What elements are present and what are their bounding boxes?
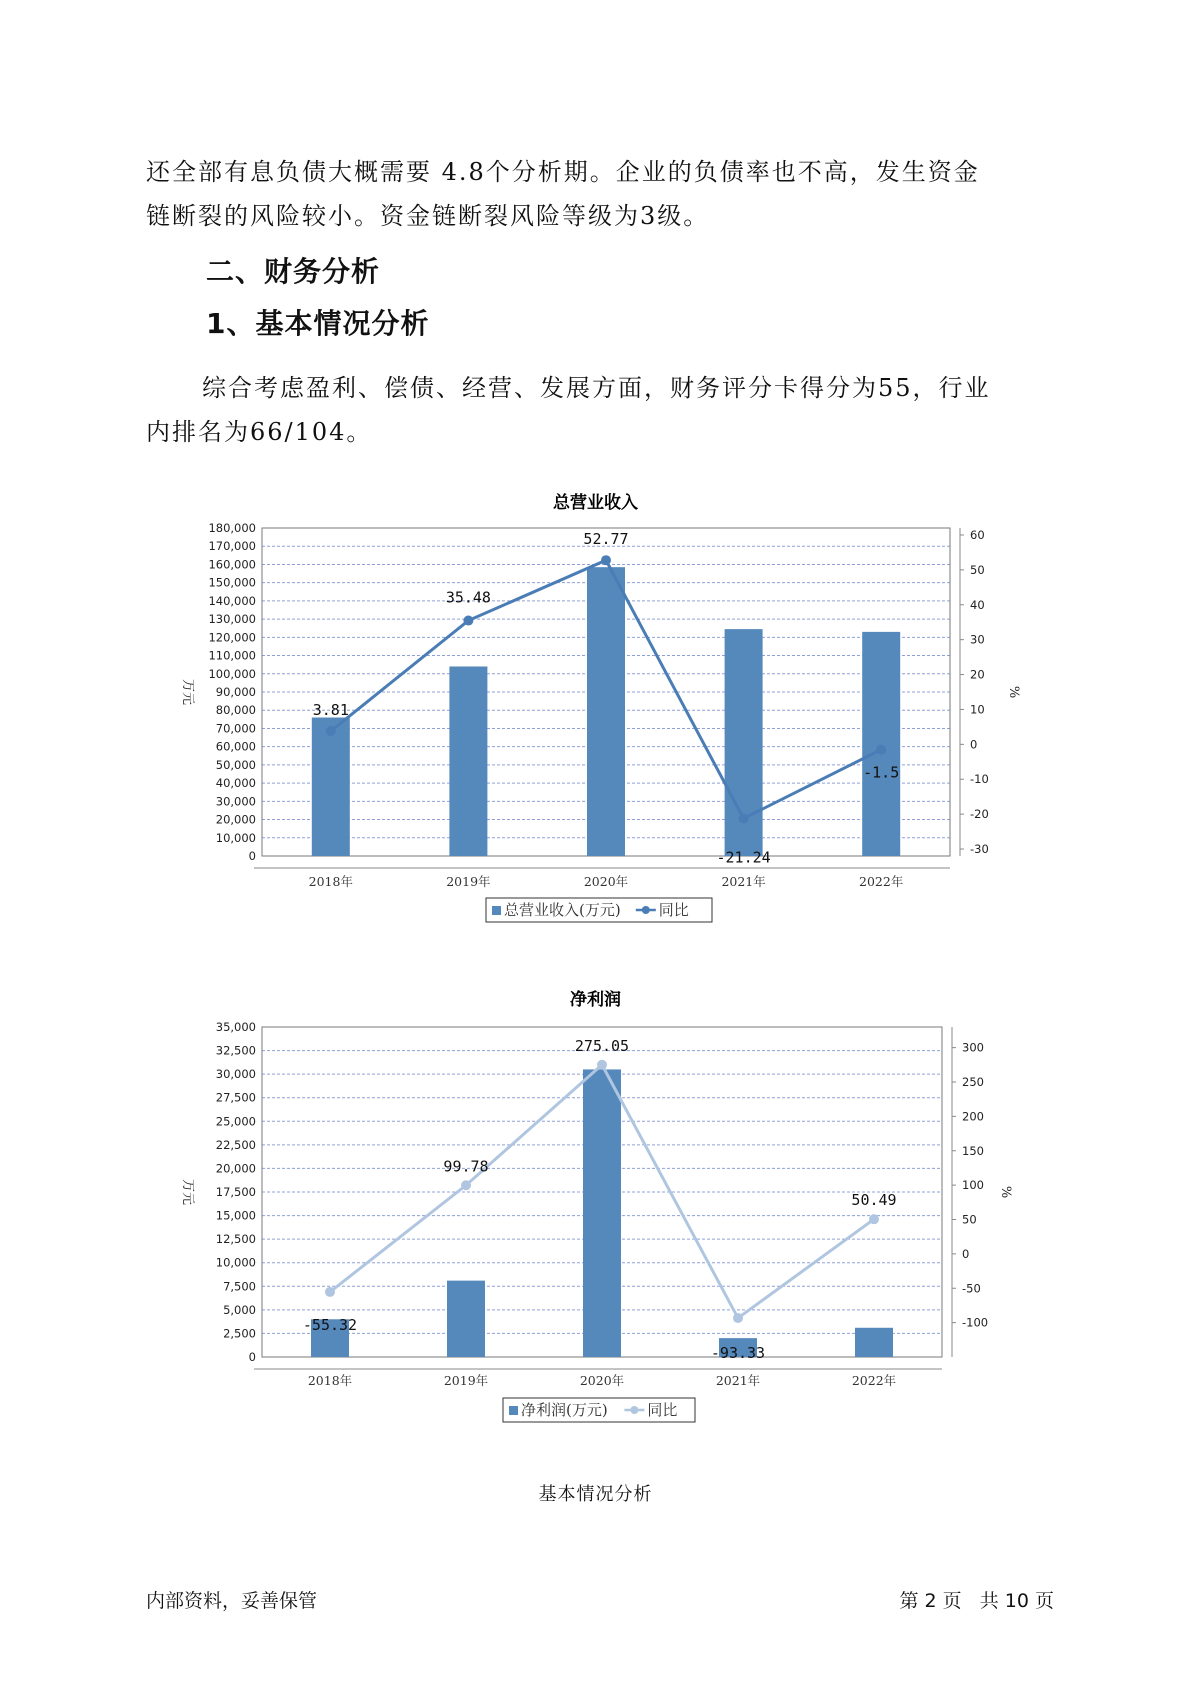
yoy-data-label: -1.5	[863, 763, 900, 782]
y-tick-label: 50,000	[215, 757, 256, 772]
y2-tick-label: 30	[970, 632, 985, 647]
y-tick-label: 90,000	[215, 685, 256, 699]
revenue-chart	[0, 478, 1191, 948]
bar-2	[583, 1069, 621, 1357]
yoy-data-label: 50.49	[851, 1191, 897, 1210]
y-tick-label: 17,500	[215, 1185, 256, 1199]
y-tick-label: 150,000	[208, 575, 256, 590]
y-tick-label: 0	[248, 1350, 256, 1364]
y-tick-label: 32,500	[215, 1043, 256, 1058]
y-tick-label: 140,000	[208, 593, 256, 608]
y-tick-label: 70,000	[215, 721, 256, 736]
y2-tick-label: 100	[962, 1178, 984, 1193]
y2-tick-label: 150	[962, 1143, 984, 1158]
y-tick-label: 12,500	[215, 1232, 256, 1247]
y-tick-label: 22,500	[215, 1137, 256, 1152]
y2-tick-label: 20	[970, 667, 985, 682]
subsection-heading: 1、基本情况分析	[206, 307, 430, 340]
legend-bar-swatch	[492, 906, 501, 915]
y2-tick-label: -30	[970, 842, 989, 857]
summary-line-2: 内排名为66/104。	[146, 418, 373, 446]
y-tick-label: 35,000	[215, 1020, 256, 1034]
x-tick-label: 2020年	[579, 1373, 625, 1388]
y2-tick-label: 10	[970, 702, 985, 717]
yoy-point-2	[597, 1060, 607, 1070]
y-tick-label: 10,000	[215, 1255, 256, 1270]
legend-line-label: 同比	[658, 901, 689, 919]
y-tick-label: 30,000	[215, 794, 256, 809]
y-tick-label: 100,000	[208, 666, 256, 681]
x-tick-label: 2018年	[307, 1373, 353, 1388]
section-heading: 二、财务分析	[206, 255, 381, 288]
y-tick-label: 0	[248, 849, 256, 863]
y-tick-label: 27,500	[215, 1090, 256, 1105]
y-tick-label: 30,000	[215, 1067, 256, 1082]
summary-line-1: 综合考虑盈利、偿债、经营、发展方面，财务评分卡得分为55，行业	[202, 374, 991, 402]
x-tick-label: 2021年	[715, 1373, 761, 1388]
y-tick-label: 20,000	[215, 1161, 256, 1176]
y-tick-label: 40,000	[215, 776, 256, 791]
x-tick-label: 2020年	[583, 874, 629, 889]
yoy-point-0	[326, 726, 336, 736]
bar-1	[449, 666, 487, 856]
y-tick-label: 170,000	[208, 539, 256, 554]
chart-title: 总营业收入	[553, 493, 638, 513]
figure-caption: 基本情况分析	[538, 1484, 653, 1505]
y2-tick-label: 200	[962, 1109, 984, 1124]
net-profit-chart-svg	[0, 975, 1191, 1445]
yoy-point-4	[876, 745, 886, 755]
y2-tick-label: -20	[970, 807, 989, 822]
yoy-data-label: 275.05	[574, 1036, 630, 1055]
y2-tick-label: 40	[970, 597, 985, 612]
y2-tick-label: 60	[970, 527, 985, 542]
y2-tick-label: -50	[962, 1281, 981, 1296]
legend-bar-label: 净利润(万元)	[521, 1401, 608, 1419]
yoy-point-1	[461, 1180, 471, 1190]
x-tick-label: 2019年	[446, 874, 491, 889]
yoy-data-label: 99.78	[443, 1157, 489, 1176]
y-tick-label: 10,000	[215, 830, 256, 845]
bar-4	[862, 632, 900, 856]
legend-bar-label: 总营业收入(万元)	[504, 901, 621, 919]
yoy-data-label: -93.33	[710, 1344, 766, 1363]
y-axis-title: 万元	[180, 1178, 195, 1206]
x-tick-label: 2022年	[859, 874, 904, 889]
x-tick-label: 2018年	[308, 874, 353, 889]
yoy-point-3	[739, 813, 749, 823]
bar-4	[855, 1328, 893, 1357]
yoy-data-label: 35.48	[445, 588, 491, 607]
y2-tick-label: 300	[962, 1040, 984, 1055]
y-tick-label: 110,000	[208, 648, 256, 663]
y2-tick-label: -100	[962, 1315, 989, 1330]
intro-line-2: 链断裂的风险较小。资金链断裂风险等级为3级。	[146, 202, 710, 230]
net-profit-chart	[0, 975, 1191, 1445]
y-tick-label: 5,000	[223, 1302, 256, 1317]
y-tick-label: 7,500	[223, 1279, 256, 1294]
y2-axis-title: %	[1006, 685, 1021, 699]
y-tick-label: 160,000	[208, 557, 256, 572]
y-tick-label: 20,000	[215, 812, 256, 827]
y-tick-label: 15,000	[215, 1208, 256, 1223]
y2-tick-label: 50	[970, 562, 985, 577]
yoy-point-3	[733, 1313, 743, 1323]
yoy-point-0	[325, 1287, 335, 1297]
y-tick-label: 130,000	[208, 612, 256, 627]
bar-2	[587, 567, 625, 856]
yoy-data-label: -21.24	[716, 848, 771, 867]
y2-axis-title: %	[998, 1185, 1013, 1199]
y-tick-label: 120,000	[208, 630, 256, 645]
y2-tick-label: 0	[970, 737, 978, 752]
yoy-point-1	[463, 616, 473, 626]
yoy-data-label: 52.77	[583, 530, 629, 549]
bar-1	[447, 1281, 485, 1357]
y2-tick-label: 250	[962, 1075, 984, 1089]
footer-left: 内部资料，妥善保管	[146, 1590, 318, 1612]
y-tick-label: 80,000	[215, 703, 256, 718]
intro-line-1: 还全部有息负债大概需要 4.8个分析期。企业的负债率也不高，发生资金	[146, 158, 980, 186]
chart-title: 净利润	[570, 990, 621, 1010]
footer-right: 第 2 页 共 10 页	[899, 1590, 1054, 1612]
y-tick-label: 180,000	[208, 521, 256, 535]
yoy-data-label: -55.32	[302, 1315, 358, 1334]
x-tick-label: 2022年	[851, 1373, 897, 1388]
y2-tick-label: 50	[962, 1212, 977, 1227]
y-tick-label: 2,500	[223, 1326, 256, 1341]
yoy-point-2	[601, 555, 611, 565]
y-tick-label: 25,000	[215, 1114, 256, 1129]
x-tick-label: 2019年	[443, 1373, 489, 1388]
legend-line-marker	[642, 906, 650, 914]
y2-tick-label: -10	[970, 772, 989, 787]
yoy-data-label: 3.81	[312, 701, 349, 720]
yoy-point-4	[869, 1214, 879, 1224]
y-tick-label: 60,000	[215, 739, 256, 754]
bar-0	[312, 718, 350, 856]
y2-tick-label: 0	[962, 1246, 970, 1261]
legend-line-marker	[630, 1406, 638, 1414]
y-axis-title: 万元	[180, 678, 195, 706]
legend-bar-swatch	[509, 1406, 518, 1415]
revenue-chart-svg	[0, 478, 1191, 948]
x-tick-label: 2021年	[721, 874, 766, 889]
legend-line-label: 同比	[647, 1401, 678, 1419]
